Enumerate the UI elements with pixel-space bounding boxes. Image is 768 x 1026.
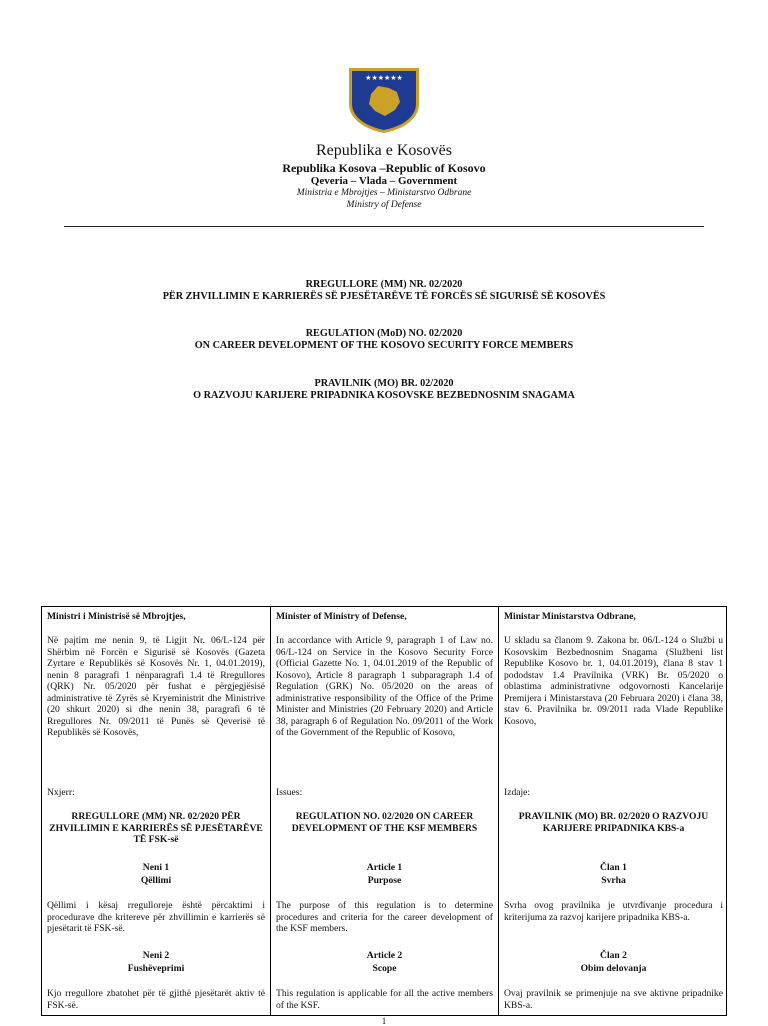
article-2-text: This regulation is applicable for all the active members of the KSF.: [276, 988, 493, 1011]
article-1-name: Svrha: [601, 875, 626, 886]
issues-label: Nxjerr:: [47, 787, 75, 798]
article-1-number: Član 1: [600, 862, 627, 873]
kosovo-emblem-icon: [345, 64, 423, 134]
svg-text:★★★★★★: ★★★★★★: [365, 74, 403, 82]
ministry-line: Ministria e Mbrojtjes – Ministarstvo Odbrane: [296, 188, 472, 198]
regulation-title: PRAVILNIK (MO) BR. 02/2020 O RAZVOJU KARIJERE PRIPADNIKA KBS-a: [518, 811, 709, 834]
intro-text: U skladu sa članom 9. Zakona br. 06/L-124 o Službi u Kosovskim Bezbednosnim Snagama (Službeni list Republike Kosovo br. 1, 04.01.2019), člana 8 stav 1 pododstav 1.4 Pravilnika (VRK) Br. 05/2020 o oblastima administrativne odgovornosti Kancelarije Premijera i Ministarstava (20 Februara 2020) i člana 38, stav 6. Pravilnika br. 09/2011 rada Vlade Republike Kosovo,: [504, 635, 723, 727]
page-number: 1: [381, 1016, 387, 1026]
article-1-text: The purpose of this regulation is to determine procedures and criteria for the career development of the KSF members.: [276, 900, 493, 934]
republic-title: Republika e Kosovës: [316, 142, 452, 159]
intro-text: Në pajtim me nenin 9, të Ligjit Nr. 06/L-124 për Shërbim në Forcën e Sigurisë së Kosovës (Gazeta Zyrtare e Republikës së Kosovës Nr. 1, 04.01.2019), nenin 8 paragrafi 1 nënparagrafi 1.4 të Rregullores (QRK) Nr. 05/2020 për fushat e përgjegjësisë administrative të Zyrës së Kryeministrit dhe Ministrive (20 shkurt 2020) si dhe nenin 38, paragrafi 6 të Rregullores Nr. 09/2011 të Punës së Qeverisë të Republikës së Kosovës,: [47, 635, 265, 738]
article-1-name: Purpose: [367, 875, 402, 886]
article-1-text: Qëllimi i kësaj rregulloreje është përcaktimi i procedurave dhe kritereve për zhvillimin e karrierës së pjesëtarit të FSK-së.: [47, 900, 265, 934]
title-sq-name: PËR ZHVILLIMIN E KARRIERËS SË PJESËTARËVE TË FORCËS SË SIGURISË SË KOSOVËS: [162, 291, 606, 302]
col-head: Ministar Ministarstva Odbrane,: [504, 611, 636, 622]
article-2-name: Scope: [372, 963, 397, 974]
issues-label: Izdaje:: [504, 787, 531, 798]
column-serbian: [499, 607, 728, 1015]
column-albanian: [42, 607, 271, 1015]
column-english: [271, 607, 499, 1015]
article-2-number: Neni 2: [142, 950, 170, 961]
article-1-number: Neni 1: [142, 862, 170, 873]
government-line: Qeveria – Vlada – Government: [310, 175, 458, 187]
regulation-title: REGULATION NO. 02/2020 ON CAREER DEVELOPMENT OF THE KSF MEMBERS: [291, 811, 478, 834]
article-2-name: Fushëveprimi: [127, 963, 185, 974]
article-2-text: Kjo rregullore zbatohet për të gjithë pjesëtarët aktiv të FSK-së.: [47, 988, 265, 1011]
header-divider: [64, 226, 704, 227]
article-2-number: Article 2: [366, 950, 403, 961]
title-sq-number: RREGULLORE (MM) NR. 02/2020: [305, 279, 463, 290]
regulation-title: RREGULLORE (MM) NR. 02/2020 PËR ZHVILLIMIN E KARRIERËS SË PJESËTARËVE TË FSK-së: [49, 811, 263, 845]
ministry-defense-line: Ministry of Defense: [346, 200, 422, 210]
col-head: Minister of Ministry of Defense,: [276, 611, 407, 622]
trilingual-table: [41, 606, 727, 1016]
article-2-text: Ovaj pravilnik se primenjuje na sve aktivne pripadnike KBS-a.: [504, 988, 723, 1011]
col-head: Ministri i Ministrisë së Mbrojtjes,: [47, 611, 186, 622]
title-en-name: ON CAREER DEVELOPMENT OF THE KOSOVO SECURITY FORCE MEMBERS: [194, 340, 574, 351]
intro-text: In accordance with Article 9, paragraph 1 of Law no. 06/L-124 on Service in the Kosovo Security Force (Official Gazette No. 1, 04.01.2019 of the Republic of Kosovo), Article 8 paragraph 1 subparagraph 1.4 of Regulation (GRK) No. 05/2020 on the areas of administrative responsibility of the Office of the Prime Minister and Ministries (20 February 2020) and Article 38, paragraph 6 of Regulation No. 09/2011 of the Work of the Government of the Republic of Kosovo,: [276, 635, 493, 738]
title-en-number: REGULATION (MoD) NO. 02/2020: [305, 328, 463, 339]
issues-label: Issues:: [276, 787, 303, 798]
title-sr-number: PRAVILNIK (MO) BR. 02/2020: [314, 378, 454, 389]
article-2-number: Član 2: [600, 950, 627, 961]
article-2-name: Obim delovanja: [580, 963, 647, 974]
title-sr-name: O RAZVOJU KARIJERE PRIPADNIKA KOSOVSKE BEZBEDNOSNIM SNAGAMA: [193, 390, 575, 401]
article-1-text: Svrha ovog pravilnika je utvrđivanje procedura i kriterijuma za razvoj karijere pripadnika KBS-a.: [504, 900, 723, 923]
article-1-number: Article 1: [366, 862, 403, 873]
republic-subtitle: Republika Kosova –Republic of Kosovo: [282, 161, 486, 175]
article-1-name: Qëllimi: [140, 875, 172, 886]
